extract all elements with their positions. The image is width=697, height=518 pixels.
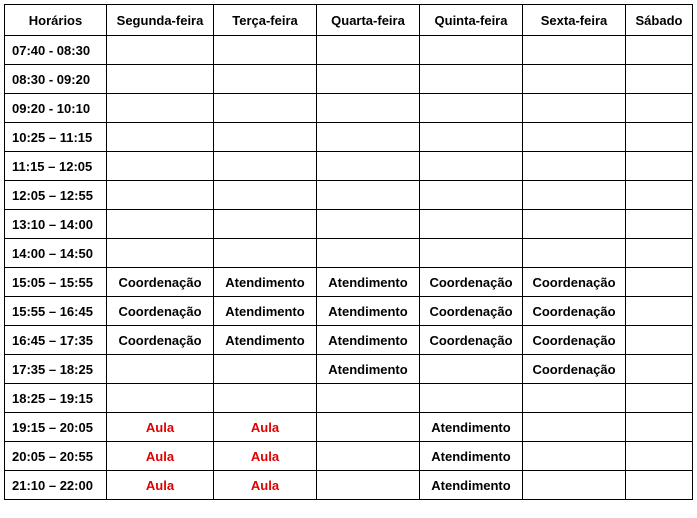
- schedule-cell: [317, 123, 420, 152]
- table-row: [5, 239, 693, 268]
- time-slot: 15:05 – 15:55: [5, 268, 107, 297]
- time-slot: 08:30 - 09:20: [5, 65, 107, 94]
- table-row: [5, 152, 693, 181]
- schedule-cell: [214, 152, 317, 181]
- schedule-cell: [626, 36, 693, 65]
- schedule-cell: [626, 326, 693, 355]
- schedule-cell: [626, 442, 693, 471]
- schedule-cell: Atendimento: [214, 268, 317, 297]
- schedule-cell: [626, 181, 693, 210]
- schedule-cell: [626, 268, 693, 297]
- time-slot: 10:25 – 11:15: [5, 123, 107, 152]
- time-slot: 21:10 – 22:00: [5, 471, 107, 500]
- table-row: [5, 123, 693, 152]
- schedule-cell: [214, 355, 317, 384]
- time-slot: 18:25 – 19:15: [5, 384, 107, 413]
- header-day: Quinta-feira: [420, 5, 523, 36]
- schedule-cell: [420, 210, 523, 239]
- schedule-cell: [420, 65, 523, 94]
- schedule-cell: [626, 384, 693, 413]
- schedule-cell: Atendimento: [317, 326, 420, 355]
- header-day: Quarta-feira: [317, 5, 420, 36]
- table-row: [5, 36, 693, 65]
- schedule-cell: [523, 65, 626, 94]
- schedule-cell: Coordenação: [420, 297, 523, 326]
- time-slot: 20:05 – 20:55: [5, 442, 107, 471]
- time-slot: 15:55 – 16:45: [5, 297, 107, 326]
- schedule-table: [4, 4, 693, 500]
- schedule-cell: Atendimento: [317, 268, 420, 297]
- schedule-cell: [317, 181, 420, 210]
- schedule-cell: [214, 384, 317, 413]
- header-horarios: Horários: [5, 5, 107, 36]
- schedule-cell: [523, 239, 626, 268]
- time-slot: 13:10 – 14:00: [5, 210, 107, 239]
- schedule-cell: [214, 239, 317, 268]
- schedule-cell: Coordenação: [523, 326, 626, 355]
- time-slot: 17:35 – 18:25: [5, 355, 107, 384]
- time-slot: 14:00 – 14:50: [5, 239, 107, 268]
- schedule-cell: Atendimento: [317, 355, 420, 384]
- table-body: [5, 36, 693, 500]
- header-day: Sexta-feira: [523, 5, 626, 36]
- schedule-cell: [107, 65, 214, 94]
- schedule-cell: Aula: [107, 413, 214, 442]
- schedule-cell: Coordenação: [523, 297, 626, 326]
- schedule-cell: Atendimento: [214, 297, 317, 326]
- schedule-cell: Aula: [214, 471, 317, 500]
- schedule-cell: Atendimento: [420, 471, 523, 500]
- schedule-cell: [420, 239, 523, 268]
- schedule-cell: [523, 413, 626, 442]
- schedule-cell: [214, 36, 317, 65]
- time-slot: 09:20 - 10:10: [5, 94, 107, 123]
- schedule-cell: Coordenação: [107, 297, 214, 326]
- schedule-cell: [107, 94, 214, 123]
- schedule-cell: [317, 442, 420, 471]
- time-slot: 19:15 – 20:05: [5, 413, 107, 442]
- schedule-cell: [317, 384, 420, 413]
- table-row: [5, 326, 693, 355]
- schedule-cell: [626, 355, 693, 384]
- table-row: [5, 65, 693, 94]
- schedule-cell: Coordenação: [107, 268, 214, 297]
- table-row: [5, 181, 693, 210]
- header-day: Terça-feira: [214, 5, 317, 36]
- schedule-cell: [107, 210, 214, 239]
- schedule-cell: [420, 94, 523, 123]
- schedule-cell: [214, 65, 317, 94]
- header-day: Sábado: [626, 5, 693, 36]
- schedule-cell: Coordenação: [420, 326, 523, 355]
- schedule-cell: [214, 181, 317, 210]
- schedule-cell: [107, 152, 214, 181]
- schedule-cell: [317, 152, 420, 181]
- schedule-cell: [317, 239, 420, 268]
- schedule-cell: [626, 152, 693, 181]
- schedule-cell: [317, 36, 420, 65]
- schedule-cell: [107, 123, 214, 152]
- schedule-cell: [107, 355, 214, 384]
- schedule-cell: Atendimento: [317, 297, 420, 326]
- schedule-cell: [420, 152, 523, 181]
- time-slot: 16:45 – 17:35: [5, 326, 107, 355]
- schedule-cell: Coordenação: [523, 355, 626, 384]
- schedule-cell: [107, 239, 214, 268]
- table-row: [5, 94, 693, 123]
- schedule-cell: [214, 123, 317, 152]
- header-day: Segunda-feira: [107, 5, 214, 36]
- schedule-cell: Aula: [107, 471, 214, 500]
- table-row: [5, 297, 693, 326]
- schedule-cell: [626, 210, 693, 239]
- table-row: [5, 471, 693, 500]
- schedule-cell: [523, 442, 626, 471]
- schedule-cell: Aula: [214, 413, 317, 442]
- schedule-cell: [626, 123, 693, 152]
- schedule-cell: [420, 181, 523, 210]
- table-row: [5, 442, 693, 471]
- schedule-cell: [317, 94, 420, 123]
- schedule-cell: [214, 210, 317, 239]
- table-row: [5, 355, 693, 384]
- table-row: [5, 210, 693, 239]
- schedule-cell: Atendimento: [420, 442, 523, 471]
- schedule-cell: [317, 210, 420, 239]
- schedule-cell: Atendimento: [214, 326, 317, 355]
- schedule-cell: [420, 36, 523, 65]
- time-slot: 07:40 - 08:30: [5, 36, 107, 65]
- schedule-cell: [523, 210, 626, 239]
- schedule-cell: [420, 355, 523, 384]
- table-row: [5, 384, 693, 413]
- time-slot: 11:15 – 12:05: [5, 152, 107, 181]
- schedule-cell: [626, 65, 693, 94]
- schedule-cell: Coordenação: [420, 268, 523, 297]
- schedule-cell: [107, 384, 214, 413]
- schedule-cell: [523, 152, 626, 181]
- table-header: [5, 5, 693, 36]
- schedule-cell: [626, 239, 693, 268]
- schedule-cell: [523, 94, 626, 123]
- schedule-cell: [420, 123, 523, 152]
- schedule-cell: Aula: [107, 442, 214, 471]
- schedule-cell: [523, 384, 626, 413]
- schedule-cell: [317, 471, 420, 500]
- schedule-cell: [523, 123, 626, 152]
- schedule-cell: Aula: [214, 442, 317, 471]
- table-row: [5, 268, 693, 297]
- schedule-cell: [626, 413, 693, 442]
- schedule-cell: Coordenação: [107, 326, 214, 355]
- schedule-cell: [107, 181, 214, 210]
- schedule-cell: [420, 384, 523, 413]
- schedule-cell: [523, 471, 626, 500]
- schedule-cell: Atendimento: [420, 413, 523, 442]
- table-row: [5, 413, 693, 442]
- schedule-cell: [317, 65, 420, 94]
- header-row: [5, 5, 693, 36]
- schedule-cell: [214, 94, 317, 123]
- schedule-cell: [626, 471, 693, 500]
- schedule-cell: [626, 297, 693, 326]
- time-slot: 12:05 – 12:55: [5, 181, 107, 210]
- schedule-cell: [317, 413, 420, 442]
- schedule-cell: [523, 36, 626, 65]
- schedule-cell: [523, 181, 626, 210]
- schedule-cell: [107, 36, 214, 65]
- schedule-cell: [626, 94, 693, 123]
- schedule-cell: Coordenação: [523, 268, 626, 297]
